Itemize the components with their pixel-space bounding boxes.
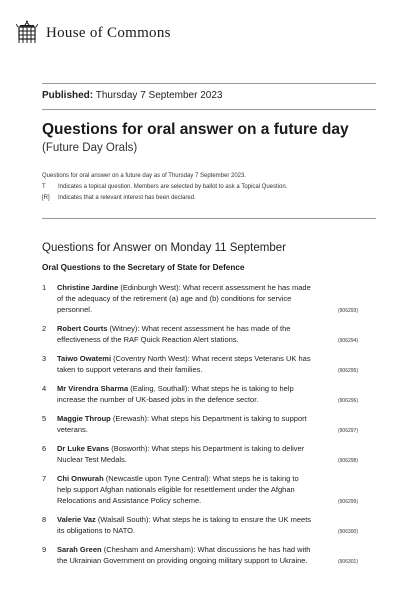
- question-item: [42, 383, 358, 405]
- constituency: (Edinburgh West):: [120, 283, 181, 292]
- question-text: What steps he is taking to ensure the UK meets its obligations to NATO.: [57, 515, 312, 535]
- intro-divider: [42, 218, 376, 219]
- question-ref: (906298): [337, 458, 358, 464]
- member-name: Christine Jardine: [57, 283, 119, 292]
- portcullis-icon: [16, 20, 38, 46]
- question-item: [42, 323, 358, 345]
- section-heading: Questions for Answer on Monday 11 September: [42, 242, 286, 254]
- question-body: [57, 282, 358, 315]
- published-label: Published:: [42, 90, 94, 101]
- question-item: [42, 353, 358, 375]
- top-divider: [42, 83, 376, 84]
- question-item: [42, 514, 358, 536]
- question-number: 1: [42, 283, 47, 292]
- member-name: Sarah Green: [57, 545, 102, 554]
- question-ref: (906296): [337, 398, 358, 404]
- constituency: (Witney):: [109, 324, 140, 333]
- question-text: What steps his Department is taking to deliver Nuclear Test Medals.: [57, 444, 305, 464]
- published-date: Thursday 7 September 2023: [95, 90, 223, 101]
- constituency: (Walsall South):: [97, 515, 151, 524]
- house-name: House of Commons: [46, 24, 171, 41]
- constituency: (Ealing, Southall):: [130, 384, 190, 393]
- published-line: [42, 90, 222, 101]
- question-ref: (906300): [337, 529, 358, 535]
- question-number: 2: [42, 324, 47, 333]
- note-row: [42, 182, 376, 193]
- member-name: Chi Onwurah: [57, 474, 104, 483]
- note-key: [R]: [42, 195, 50, 201]
- member-name: Valerie Vaz: [57, 515, 96, 524]
- question-body: [57, 323, 358, 345]
- question-ref: (906301): [337, 559, 358, 565]
- published-divider: [42, 109, 376, 110]
- question-text: What recent steps Veterans UK has taken to support veterans and their families.: [57, 354, 311, 374]
- question-number: 7: [42, 474, 47, 483]
- constituency: (Chesham and Amersham):: [103, 545, 196, 554]
- question-text: What steps he is taking to help support Afghan nationals eligible for resettlement under the Afghan Relocations and Assistance Policy scheme.: [57, 474, 299, 505]
- member-name: Robert Courts: [57, 324, 108, 333]
- member-name: Taiwo Owatemi: [57, 354, 112, 363]
- question-ref: (906293): [337, 308, 358, 314]
- question-item: [42, 473, 358, 506]
- question-body: [57, 514, 358, 536]
- constituency: (Coventry North West):: [113, 354, 190, 363]
- question-number: 9: [42, 545, 47, 554]
- question-text: What discussions he has had with the Ukrainian Government on providing ongoing military support to Ukraine.: [57, 545, 311, 565]
- note-key: T: [42, 184, 46, 190]
- question-number: 5: [42, 414, 47, 423]
- question-body: [57, 353, 358, 375]
- question-text: What steps his Department is taking to support veterans.: [57, 414, 307, 434]
- intro-line: Questions for oral answer on a future day as of Thursday 7 September 2023.: [42, 173, 247, 179]
- question-body: [57, 383, 358, 405]
- question-body: [57, 473, 358, 506]
- question-number: 6: [42, 444, 47, 453]
- member-name: Dr Luke Evans: [57, 444, 110, 453]
- house-header: [16, 18, 171, 48]
- constituency: (Bosworth):: [111, 444, 150, 453]
- question-ref: (906299): [337, 499, 358, 505]
- question-body: [57, 443, 358, 465]
- question-ref: (906295): [337, 368, 358, 374]
- note-text: Indicates a topical question. Members are selected by ballot to ask a Topical Question.: [58, 184, 288, 190]
- question-number: 8: [42, 515, 47, 524]
- document-title: Questions for oral answer on a future day: [42, 121, 349, 138]
- question-ref: (906297): [337, 428, 358, 434]
- question-text: What recent assessment he has made of the adequacy of the retirement (a) age and (b) conditions for service personnel.: [57, 283, 311, 314]
- question-body: [57, 544, 358, 566]
- question-text: What recent assessment he has made of the effectiveness of the RAF Quick Reaction Alert stations.: [57, 324, 291, 344]
- question-item: [42, 544, 358, 566]
- question-item: [42, 282, 358, 315]
- department-heading: Oral Questions to the Secretary of State for Defence: [42, 263, 245, 272]
- question-item: [42, 413, 358, 435]
- note-row: [42, 193, 376, 204]
- question-text: What steps he is taking to help increase the number of UK-based jobs in the defence sector.: [57, 384, 294, 404]
- question-number: 3: [42, 354, 47, 363]
- member-name: Maggie Throup: [57, 414, 111, 423]
- note-text: Indicates that a relevant interest has been declared.: [58, 195, 196, 201]
- constituency: (Erewash):: [112, 414, 150, 423]
- question-body: [57, 413, 358, 435]
- document-subtitle: (Future Day Orals): [42, 142, 138, 154]
- question-number: 4: [42, 384, 47, 393]
- member-name: Mr Virendra Sharma: [57, 384, 129, 393]
- constituency: (Newcastle upon Tyne Central):: [105, 474, 211, 483]
- intro-block: [42, 171, 376, 204]
- question-ref: (906294): [337, 338, 358, 344]
- questions-list: [42, 282, 358, 574]
- question-item: [42, 443, 358, 465]
